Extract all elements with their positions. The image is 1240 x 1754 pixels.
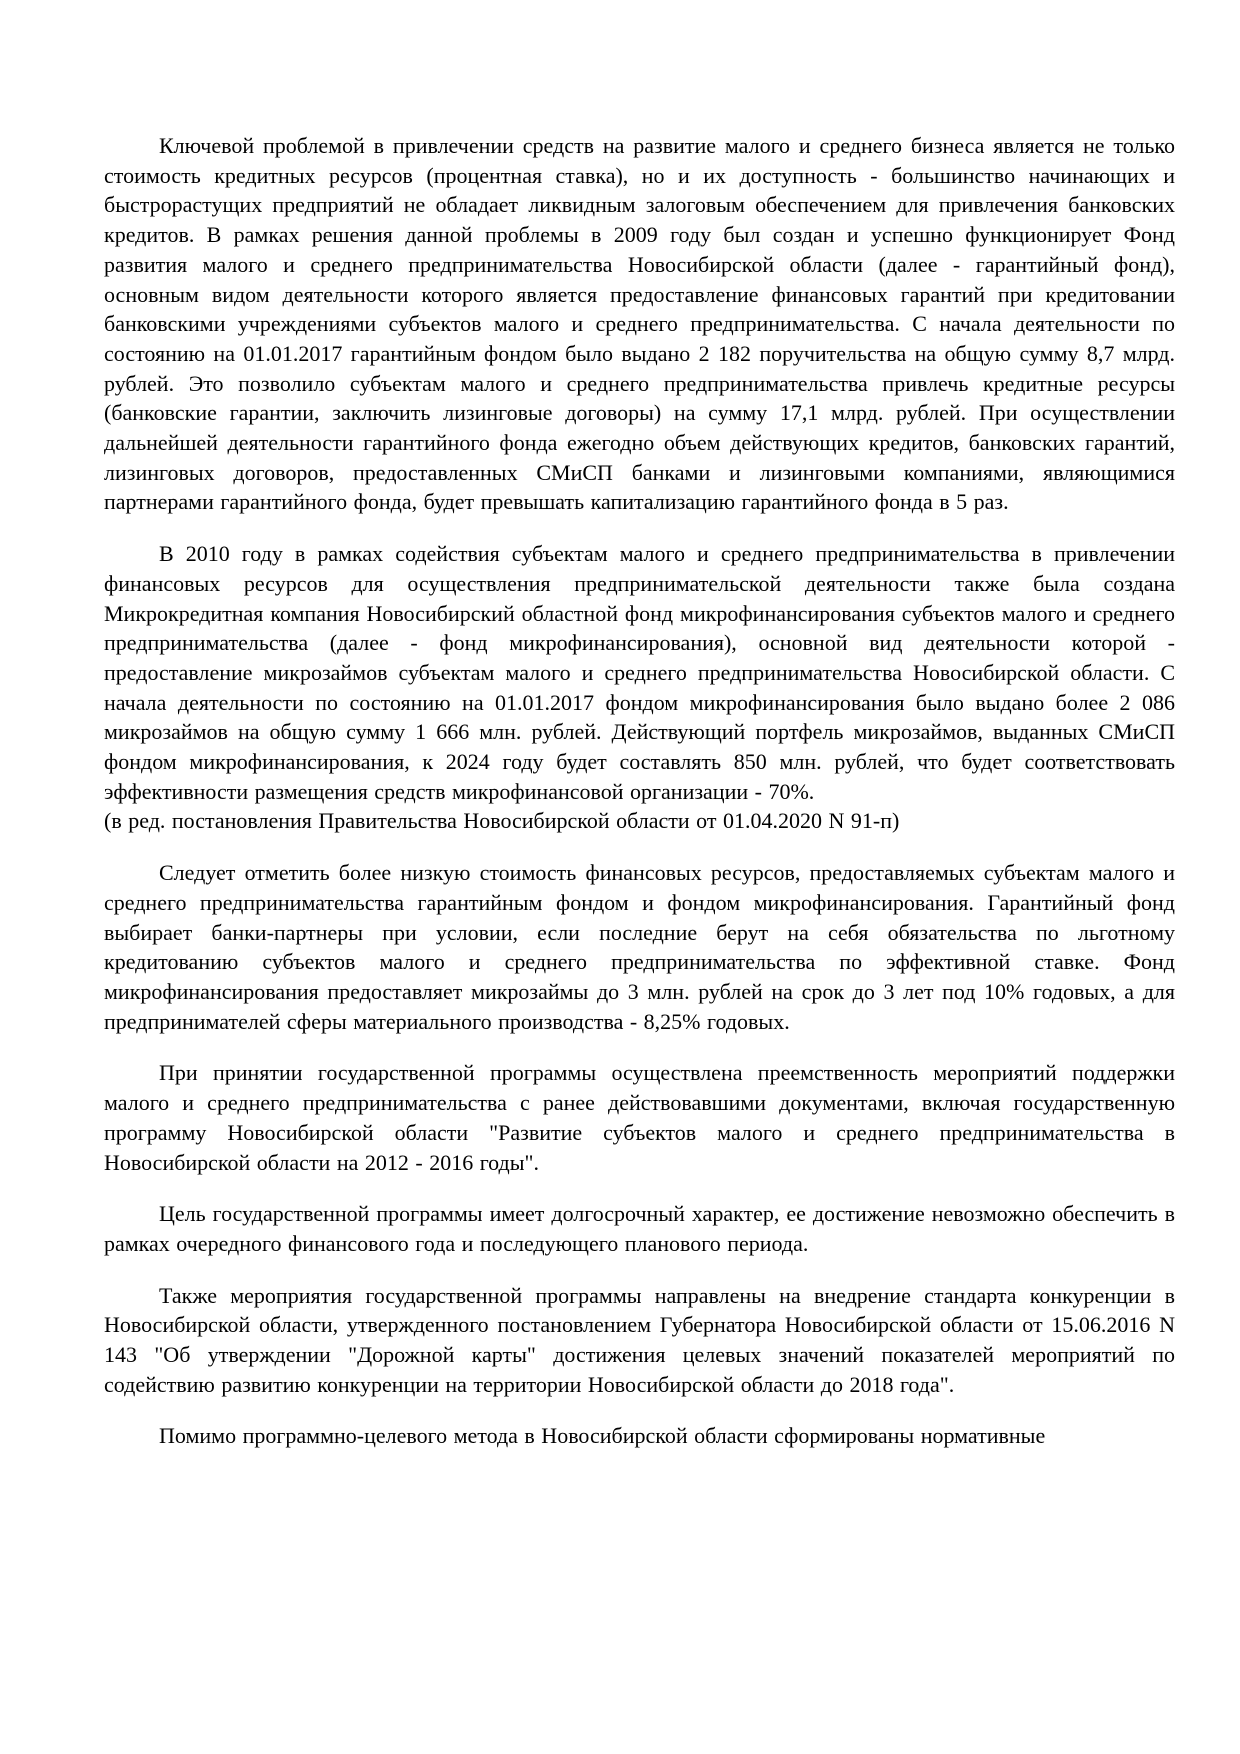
- paragraph-program-continuity: При принятии государственной программы осуществлена преемственность мероприятий поддержки малого и среднего предпринимательства с ранее действовавшими документами, включая государственную программу Новосибирской области "Развитие субъектов малого и среднего предпринимательства в Новосибирской области на 2012 - 2016 годы".: [104, 1060, 1175, 1175]
- amendment-note: (в ред. постановления Правительства Новосибирской области от 01.04.2020 N 91-п): [104, 808, 900, 834]
- paragraph-microfinance-fund-2010: В 2010 году в рамках содействия субъектам малого и среднего предпринимательства в привлечении финансовых ресурсов для осуществления предпринимательской деятельности также была создана Микрокредитная компания Новосибирский областной фонд микрофинансирования субъектов малого и среднего предпринимательства (далее - фонд микрофинансирования), основной вид деятельности которой - предоставление микрозаймов субъектам малого и среднего предпринимательства Новосибирской области. С начала деятельности по состоянию на 01.01.2017 фондом микрофинансирования было выдано более 2 086 микрозаймов на общую сумму 1 666 млн. рублей. Действующий портфель микрозаймов, выданных СМиСП фондом микрофинансирования, к 2024 году будет составлять 850 млн. рублей, что будет соответствовать эффективности размещения средств микрофинансовой организации - 70%.: [104, 541, 1175, 804]
- paragraph-long-term-goal: Цель государственной программы имеет долгосрочный характер, ее достижение невозможно обеспечить в рамках очередного финансового года и последующего планового периода.: [104, 1201, 1175, 1256]
- paragraph-normative-methods-intro: Помимо программно-целевого метода в Новосибирской области сформированы нормативные: [159, 1423, 1046, 1449]
- paragraph-guarantee-fund-key-problem: Ключевой проблемой в привлечении средств на развитие малого и среднего бизнеса является не только стоимость кредитных ресурсов (процентная ставка), но и их доступность - большинство начинающих и быстрорастущих предприятий не обладает ликвидным залоговым обеспечением для привлечения банковских кредитов. В рамках решения данной проблемы в 2009 году был создан и успешно функционирует Фонд развития малого и среднего предпринимательства Новосибирской области (далее - гарантийный фонд), основным видом деятельности которого является предоставление финансовых гарантий при кредитовании банковскими учреждениями субъектов малого и среднего предпринимательства. С начала деятельности по состоянию на 01.01.2017 гарантийным фондом было выдано 2 182 поручительства на общую сумму 8,7 млрд. рублей. Это позволило субъектам малого и среднего предпринимательства привлечь кредитные ресурсы (банковские гарантии, заключить лизинговые договоры) на сумму 17,1 млрд. рублей. При осуществлении дальнейшей деятельности гарантийного фонда ежегодно объем действующих кредитов, банковских гарантий, лизинговых договоров, предоставленных СМиСП банками и лизинговыми компаниями, являющимися партнерами гарантийного фонда, будет превышать капитализацию гарантийного фонда в 5 раз.: [104, 133, 1175, 515]
- paragraph-competition-standard: Также мероприятия государственной программы направлены на внедрение стандарта конкуренции в Новосибирской области, утвержденного постановлением Губернатора Новосибирской области от 15.06.2016 N 143 "Об утверждении "Дорожной карты" достижения целевых значений показателей мероприятий по содействию развитию конкуренции на территории Новосибирской области до 2018 года".: [104, 1282, 1175, 1397]
- paragraph-lower-cost-financial-resources: Следует отметить более низкую стоимость финансовых ресурсов, предоставляемых субъектам малого и среднего предпринимательства гарантийным фондом и фондом микрофинансирования. Гарантийный фонд выбирает банки-партнеры при условии, если последние берут на себя обязательства по льготному кредитованию субъектов малого и среднего предпринимательства по эффективной ставке. Фонд микрофинансирования предоставляет микрозаймы до 3 млн. рублей на срок до 3 лет под 10% годовых, а для предпринимателей сферы материального производства - 8,25% годовых.: [104, 860, 1175, 1034]
